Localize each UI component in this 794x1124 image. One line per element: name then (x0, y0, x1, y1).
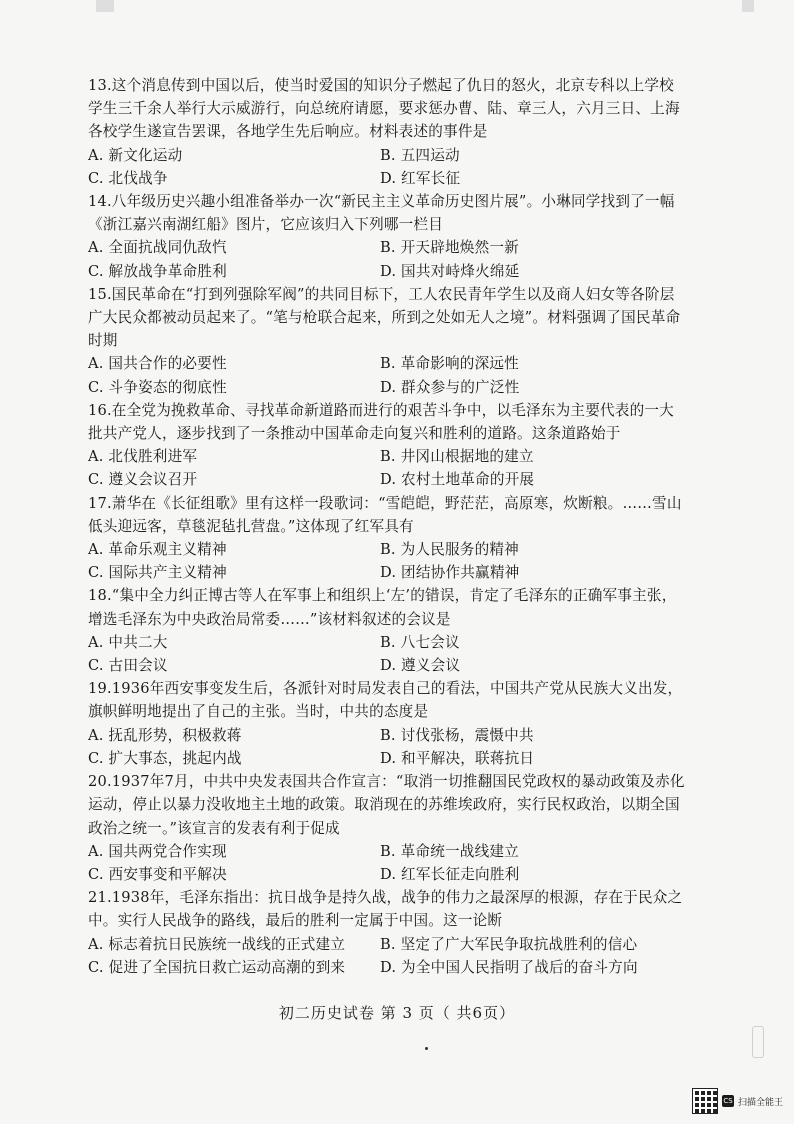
answer-option: B. 为人民服务的精神 (380, 541, 519, 559)
question-stem: 13.这个消息传到中国以后，使当时爱国的知识分子燃起了仇日的怒火，北京专科以上学校学生三千余人举行大示威游行，向总统府请愿，要求惩办曹、陆、章三人，六月三日、上海各校学生遂宣告罢课，各地学生先后响应。材料表述的事件是 (88, 77, 680, 141)
question-block (88, 74, 688, 190)
answer-option: D. 群众参与的广泛性 (380, 378, 520, 396)
answer-option: A. 标志着抗日民族统一战线的正式建立 (88, 935, 346, 953)
answer-option: C. 遵义会议召开 (88, 471, 198, 489)
answer-option: B. 革命统一战线建立 (380, 842, 519, 860)
scan-artifact (742, 0, 754, 12)
answer-option: B. 讨伐张杨，震慑中共 (380, 726, 534, 744)
answer-options (88, 631, 688, 677)
answer-option: A. 革命乐观主义精神 (88, 541, 227, 559)
answer-option: C. 西安事变和平解决 (88, 865, 227, 883)
answer-option: A. 国共两党合作实现 (88, 842, 227, 860)
answer-option: D. 团结协作共赢精神 (380, 564, 520, 582)
question-block (88, 677, 688, 770)
answer-options (88, 144, 688, 190)
answer-option: D. 国共对峙烽火绵延 (380, 262, 520, 280)
answer-option: D. 红军长征 (380, 169, 461, 187)
camscanner-logo-icon: CS (723, 1097, 733, 1105)
answer-options (88, 840, 688, 886)
answer-options (88, 933, 688, 979)
answer-option: C. 国际共产主义精神 (88, 564, 227, 582)
question-stem: 15.国民革命在“打到列强除军阀”的共同目标下，工人农民青年学生以及商人妇女等各阶层广大民众都被动员起来了。“笔与枪联合起来，所到之处如无人之境”。材料强调了国民革命时期 (88, 285, 681, 350)
answer-option: A. 国共合作的必要性 (88, 355, 227, 373)
question-block (88, 492, 688, 585)
scanner-label: 扫描全能王 (738, 1097, 784, 1108)
question-block (88, 886, 688, 979)
answer-option: B. 革命影响的深远性 (380, 355, 519, 373)
question-block (88, 283, 688, 399)
qr-code-icon (692, 1088, 718, 1114)
answer-option: D. 遵义会议 (380, 657, 461, 675)
question-stem: 16.在全党为挽救革命、寻找革命新道路而进行的艰苦斗争中，以毛泽东为主要代表的一大批共产党人，逐步找到了一条推动中国革命走向复兴和胜利的道路。这条道路始于 (88, 401, 674, 443)
answer-option: A. 北伐胜利进军 (88, 448, 198, 466)
answer-option: B. 坚定了广大军民争取抗战胜利的信心 (380, 935, 638, 953)
answer-options (88, 445, 688, 491)
answer-options (88, 724, 688, 770)
question-stem: 17.萧华在《长征组歌》里有这样一段歌词：“雪皑皑，野茫茫，高原寒，炊断粮。……雪山低头迎远客，草毯泥毡扎营盘。”这体现了红军具有 (88, 494, 682, 535)
answer-option: A. 全面抗战同仇敌忾 (88, 239, 227, 257)
question-block (88, 770, 688, 886)
scan-artifact (752, 1026, 764, 1058)
answer-option: A. 抚乱形势，积极救蒋 (88, 726, 242, 744)
answer-option: D. 红军长征走向胜利 (380, 865, 520, 883)
scanner-watermark (692, 1086, 786, 1116)
answer-option: C. 古田会议 (88, 657, 168, 675)
answer-option: D. 和平解决，联蒋抗日 (380, 749, 535, 767)
question-stem: 18.“集中全力纠正博古等人在军事上和组织上‘左’的错误，肯定了毛泽东的正确军事主张，增选毛泽东为中央政治局常委……”该材料叙述的会议是 (88, 587, 677, 628)
answer-option: D. 为全中国人民指明了战后的奋斗方向 (380, 958, 638, 976)
answer-option: B. 五四运动 (380, 146, 460, 164)
answer-option: B. 开天辟地焕然一新 (380, 239, 519, 257)
answer-option: C. 促进了全国抗日救亡运动高潮的到来 (88, 958, 346, 976)
question-stem: 14.八年级历史兴趣小组准备举办一次“新民主主义革命历史图片展”。小琳同学找到了一幅《浙江嘉兴南湖红船》图片，它应该归入下列哪一栏目 (88, 193, 675, 234)
scan-artifact (96, 0, 114, 12)
answer-options (88, 236, 688, 282)
answer-option: C. 扩大事态，挑起内战 (88, 749, 242, 767)
question-stem: 21.1938年，毛泽东指出：抗日战争是持久战，战争的伟力之最深厚的根源，存在于民众之中。实行人民战争的路线，最后的胜利一定属于中国。这一论断 (88, 889, 683, 930)
question-stem: 19.1936年西安事变发生后，各派针对时局发表自己的看法，中国共产党从民族大义出发，旗帜鲜明地提出了自己的主张。当时，中共的态度是 (88, 680, 683, 721)
question-block (88, 399, 688, 492)
page-footer: 初二历史试卷 第 3 页（ 共6页） (278, 1004, 516, 1022)
answer-options (88, 352, 688, 398)
answer-option: D. 农村土地革命的开展 (380, 471, 535, 489)
answer-option: A. 新文化运动 (88, 146, 183, 164)
answer-option: A. 中共二大 (88, 633, 168, 651)
question-stem: 20.1937年7月，中共中央发表国共合作宣言：“取消一切推翻国民党政权的暴动政策及赤化运动，停止以暴力没收地主土地的政策。取消现在的苏维埃政府，实行民权政治，以期全国政治之统一。”该宣言的发表有利于促成 (88, 773, 685, 837)
answer-option: C. 斗争姿态的彻底性 (88, 378, 227, 396)
question-block (88, 584, 688, 677)
answer-option: C. 解放战争革命胜利 (88, 262, 227, 280)
answer-option: B. 井冈山根据地的建立 (380, 448, 534, 466)
answer-option: C. 北伐战争 (88, 169, 168, 187)
answer-options (88, 538, 688, 584)
scan-dot (425, 1047, 428, 1050)
question-list (88, 74, 688, 979)
question-block (88, 190, 688, 283)
answer-option: B. 八七会议 (380, 633, 460, 651)
